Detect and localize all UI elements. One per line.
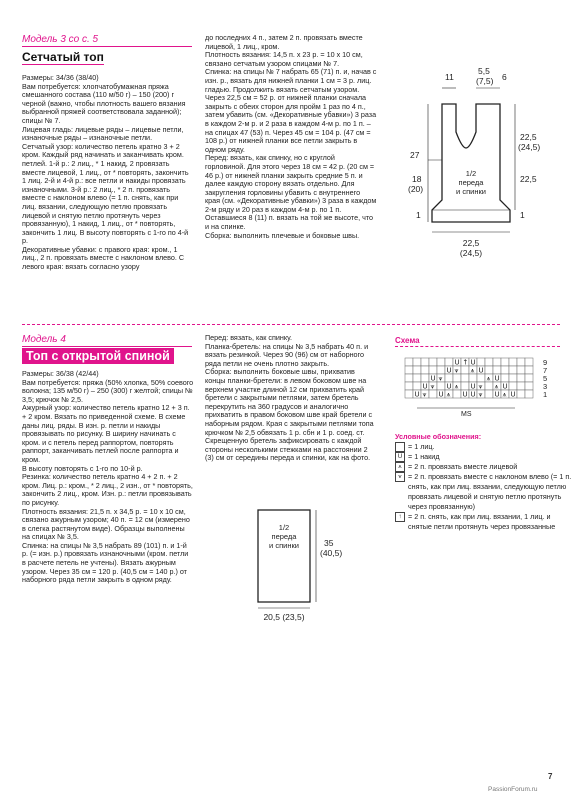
chart-symbol: U (470, 390, 476, 399)
chart-cell (461, 382, 469, 390)
dim-top-left: 11 (445, 72, 454, 82)
legend (395, 432, 575, 532)
legend-item: ⩛ = 2 п. провязать вместе с наклоном влево (= 1 п. снять, как при лиц. вязании, следующую петлю провязать лицевой и снятую петлю протянуть через провязанную) (395, 472, 575, 512)
chart-symbol: ⩚ (494, 382, 499, 391)
model-1-text-col1 (22, 74, 194, 272)
dim-right-1: 35 (324, 538, 334, 548)
chart-cell (445, 358, 453, 366)
dim-right-2: (40,5) (320, 548, 343, 558)
stitch-chart (395, 350, 565, 420)
model-1-text-col2 (205, 34, 377, 240)
schema-title: Схема (395, 336, 420, 345)
chart-symbol: U (494, 374, 500, 383)
chart-cell (493, 358, 501, 366)
chart-cell (493, 366, 501, 374)
model-1-pattern-diagram (390, 60, 580, 280)
chart-cell (413, 366, 421, 374)
chart-symbol: ⩛ (478, 390, 483, 399)
chart-symbol: ↑ (462, 358, 469, 367)
model-2-pattern-diagram (240, 500, 360, 630)
chart-cell (405, 390, 413, 398)
dim-left-bottom: 1 (416, 210, 421, 220)
model-2-para: Размеры: 36/38 (42/44) (22, 369, 99, 378)
dim-top-right: 6 (502, 72, 507, 82)
model-1-label-rule (22, 46, 192, 47)
chart-cell (501, 374, 509, 382)
chart-row-number: 1 (543, 390, 548, 399)
chart-symbol: U (430, 374, 436, 383)
yarn-over-icon: U (395, 452, 405, 462)
chart-cell (405, 358, 413, 366)
chart-cell (461, 374, 469, 382)
chart-cell (445, 374, 453, 382)
page-number: 7 (548, 772, 553, 781)
dim-bottom-2: (24,5) (459, 248, 483, 258)
chart-cell (509, 358, 517, 366)
knit-icon (395, 442, 405, 452)
model-1-para: Размеры: 34/36 (38/40) (22, 73, 99, 82)
model-1-para: Сборка: выполнить плечевые и боковые швы. (205, 230, 360, 240)
model-2-label-rule (22, 346, 192, 347)
diagram-center-1: 1/2 (465, 169, 477, 178)
diagram-center-2: переда (458, 178, 484, 187)
diagram-center-3: и спинки (456, 187, 486, 196)
chart-symbol: ⩚ (486, 374, 491, 383)
model-2-para: Планка-бретель: на спицы № 3,5 набрать 40 п. и вязать резинкой. Через 90 (96) см от наборного ряда петли не очень плотно закрыть. (205, 341, 369, 368)
dim-right-a2: (24,5) (518, 142, 541, 152)
model-1-para: Декоративные убавки: с правого края: кром., 1 лиц., 2 п. провязать вместе с наклоном влево. С левого края: вязать согласно узору (22, 244, 185, 272)
chart-cell (525, 374, 533, 382)
chart-symbol: U (502, 382, 508, 391)
legend-item: ⩚ = 2 п. провязать вместе лицевой (395, 462, 575, 472)
chart-row-number: 7 (543, 366, 548, 375)
model-1-para: Спинка: на спицы № 7 набрать 65 (71) п. и, начав с изн. р., вязать для нижней планки 1 см = 3 р. лиц. гладью. Продолжить вязать сетчатым узором. Через 22,5 см = 52 р. от нижней планки сначала закрыть с обеих сторон для пройм 1 раз по 4 п., затем убавить (см. «Декоративные убавки») 3 раза в каждом 2-м р. и 2 раза в каждом 4-м р. по 1 п. – на спицах 47 (53) п. Через 45 см = 104 р. (47 см = 108 р.) от нижней планки все петли закрыть в одном ряду. (205, 67, 377, 154)
chart-symbol: ⩛ (454, 366, 459, 375)
chart-cell (429, 390, 437, 398)
chart-cell (525, 382, 533, 390)
chart-cell (421, 374, 429, 382)
chart-symbol: ⩚ (470, 366, 475, 375)
chart-cell (485, 358, 493, 366)
model-1-para: до последних 4 п., затем 2 п. провязать вместе лицевой, 1 лиц., кром. (205, 33, 363, 51)
chart-cell (509, 382, 517, 390)
schema-rule (395, 346, 560, 347)
chart-symbol: U (422, 382, 428, 391)
chart-cell (437, 358, 445, 366)
chart-cell (469, 374, 477, 382)
diagram-center-2: переда (271, 532, 297, 541)
model-2-para: Перед: вязать, как спинку. (205, 333, 292, 342)
dim-bottom-1: 22,5 (462, 238, 480, 248)
model-1-label: Модель 3 со с. 5 (22, 34, 99, 45)
k2tog-icon: ⩚ (395, 462, 405, 472)
dim-right-bottom: 1 (520, 210, 525, 220)
chart-cell (437, 382, 445, 390)
chart-cell (485, 382, 493, 390)
section-separator (22, 324, 560, 325)
chart-cell (485, 390, 493, 398)
chart-cell (405, 382, 413, 390)
model-2-text-col1 (22, 370, 194, 585)
chart-cell (413, 382, 421, 390)
chart-cell (421, 366, 429, 374)
chart-cell (413, 358, 421, 366)
chart-symbol: ⩛ (430, 382, 435, 391)
chart-symbol: U (478, 366, 484, 375)
diagram-center-1: 1/2 (278, 523, 290, 532)
dim-left-b2: (20) (408, 184, 424, 194)
garment-outline (432, 104, 510, 222)
chart-cell (509, 366, 517, 374)
chart-symbol: U (470, 382, 476, 391)
chart-cell (517, 382, 525, 390)
dim-top-mid-b: (7,5) (476, 76, 494, 86)
chart-row-number: 3 (543, 382, 548, 391)
dim-top-mid-a: 5,5 (478, 66, 490, 76)
sk2p-icon: ↑ (395, 512, 405, 522)
model-2-para: Плотность вязания: 21,5 п. х 34,5 р. = 10 х 10 см, связано ажурным узором; 40 п. = 12 см (измерено в слегка растянутом виде). Образцы выполнены на спицах № 3,5. (22, 506, 190, 542)
chart-cell (525, 358, 533, 366)
model-1-para: Лицевая гладь: лицевые ряды – лицевые петли, изнаночные ряды – изнаночные петли. (22, 124, 184, 143)
legend-item: = 1 лиц. (395, 442, 575, 452)
chart-row-number: 5 (543, 374, 548, 383)
model-2-para: В высоту повторять с 1-го по 10-й р. (22, 463, 143, 473)
model-2-para: Резинка: количество петель кратно 4 + 2 п. + 2 кром. Лиц. р.: кром., * 2 лиц., 2 изн., от * повторять, закончить 2 лиц., кром. Изн. р.: петли провязывать по рисунку. (22, 472, 193, 507)
chart-symbol: ⩛ (438, 374, 443, 383)
ssk-icon: ⩛ (395, 472, 405, 482)
chart-cell (501, 366, 509, 374)
chart-cell (501, 358, 509, 366)
model-1-para: Сетчатый узор: количество петель кратно 3 + 2 кром. Каждый ряд начинать и заканчивать кром. петлей. 1-й р.: 2 лиц., * 1 накид, 2 провязать вместе лицевой, 1 лиц., от * повторять, закончить 1 лиц. 2-й и 4-й р.: все петли и накиды провязать изнаночными. 3-й р.: 2 лиц., * 2 п. провязать вместе с наклоном влево (= 1 п. снять, как при лиц. вязании, следующую петлю провязать лицевой и снятую петлю протянуть через провязанную), 1 накид, 1 лиц., от * повторять, закончить 1 лиц. В высоту повторять с 1-го по 4-й р. (22, 141, 189, 246)
chart-symbol: ⩛ (422, 390, 427, 399)
chart-cell (453, 390, 461, 398)
site-watermark: PassionForum.ru (488, 786, 538, 793)
legend-item: U = 1 накид (395, 452, 575, 462)
model-2-para: Спинка: на спицы № 3,5 набрать 89 (101) п. и 1-й р. (= изн. р.) провязать изнаночными (кром. петли в расчете петель не учтены). Вязать ажурным узором. Через 35 см = 120 р. (40,5 см = 140 р.) от наборного ряда петли закрыть в одном ряду. (22, 540, 189, 585)
chart-row-number: 9 (543, 358, 548, 367)
dim-left-b1: 18 (412, 174, 422, 184)
chart-cell (421, 358, 429, 366)
legend-title: Условные обозначения: (395, 432, 482, 441)
chart-cell (437, 366, 445, 374)
dim-right-b: 22,5 (520, 174, 537, 184)
chart-cell (429, 358, 437, 366)
chart-cell (453, 374, 461, 382)
chart-cell (413, 374, 421, 382)
dim-left-total: 27 (410, 150, 420, 160)
chart-symbol: U (494, 390, 500, 399)
legend-item: ↑ = 2 п. снять, как при лиц. вязании, 1 лиц. и снятые петли протянуть через провязанные (395, 512, 575, 532)
chart-symbol: U (470, 358, 476, 367)
chart-symbol: U (510, 390, 516, 399)
chart-symbol: U (462, 390, 468, 399)
model-1-para: Перед: вязать, как спинку, но с круглой горловиной. Для этого через 18 см = 42 р. (20 см = 46 р.) от нижней планки закрыть средние 5 п. и далее каждую сторону вязать отдельно. Для закругления горловины убавить с внутреннего края (см. «Декоративные убавки») 3 раза в каждом 2-м ряду и 20 раз в каждом 4-м р. по 1 п. Оставшиеся 8 (11) п. вязать на той же высоте, что и на спинке. (205, 153, 377, 232)
chart-symbol: ⩚ (454, 382, 459, 391)
chart-cell (485, 366, 493, 374)
chart-symbol: ⩚ (502, 390, 507, 399)
chart-symbol: U (438, 390, 444, 399)
model-2-para: Вам потребуется: пряжа (50% хлопка, 50% соевого волокна; 135 м/50 г) – 250 (300) г желтой; спицы № 3,5; крючок № 2,5. (22, 377, 194, 404)
chart-symbol: U (446, 382, 452, 391)
model-2-para: Сборка: выполнить боковые швы, прихватив концы планки-бретели: в левом боковом шве на верхнем участке длиной 12 см прихватить край бретели с закрытыми петлями, затем бретель перекрутить на 360 градусов и аналогично прихватить в правом боковом шве край бретели с наборным рядом. Края с закрытыми петлями топа крючком № 2,5 обвязать 1 р. сбн и 1 р. соед. ст. Скрещенную бретель зафиксировать с каждой стороны несколькими стежками на расстоянии 2 (3) см от середины переда и спинки, как на фото. (205, 367, 374, 463)
chart-symbol: U (454, 358, 460, 367)
chart-symbol: U (446, 366, 452, 375)
chart-symbol: ⩚ (446, 390, 451, 399)
chart-cell (429, 366, 437, 374)
chart-cell (405, 366, 413, 374)
chart-cell (517, 366, 525, 374)
chart-ms-label: MS (461, 411, 472, 418)
chart-cell (525, 366, 533, 374)
chart-cell (461, 366, 469, 374)
dim-bottom: 20,5 (23,5) (263, 612, 305, 622)
chart-cell (509, 374, 517, 382)
chart-cell (405, 374, 413, 382)
model-1-para: Плотность вязания: 14,5 п. х 23 р. = 10 х 10 см, связано сетчатым узором спицами № 7. (205, 50, 363, 68)
chart-cell (525, 390, 533, 398)
chart-cell (517, 374, 525, 382)
model-1-para: Вам потребуется: хлопчатобумажная пряжа смешанного состава (110 м/50 г) – 150 (200) г черной (важно, чтобы плотность вашего вязания выбранной пряжей соответствовала заданной); спицы № 7. (22, 81, 186, 125)
chart-cell (477, 374, 485, 382)
model-2-label: Модель 4 (22, 334, 66, 345)
chart-symbol: ⩛ (478, 382, 483, 391)
chart-symbol: U (414, 390, 420, 399)
chart-cell (517, 358, 525, 366)
dim-right-a1: 22,5 (520, 132, 537, 142)
chart-cell (477, 358, 485, 366)
chart-cell (517, 390, 525, 398)
model-2-title: Топ с открытой спиной (22, 348, 174, 364)
model-2-para: Ажурный узор: количество петель кратно 12 + 3 п. + 2 кром. Вязать по приведенной схеме. В схеме даны лиц. ряды. В изн. р. петли и накиды провязывать по рисунку. В ширину начинать с кром. и с петель перед раппортом, повторять раппорт, заканчивать петлей после раппорта и кром. (22, 403, 190, 464)
model-1-title: Сетчатый топ (22, 50, 104, 64)
diagram-center-3: и спинки (269, 541, 299, 550)
model-2-text-col2 (205, 334, 377, 463)
